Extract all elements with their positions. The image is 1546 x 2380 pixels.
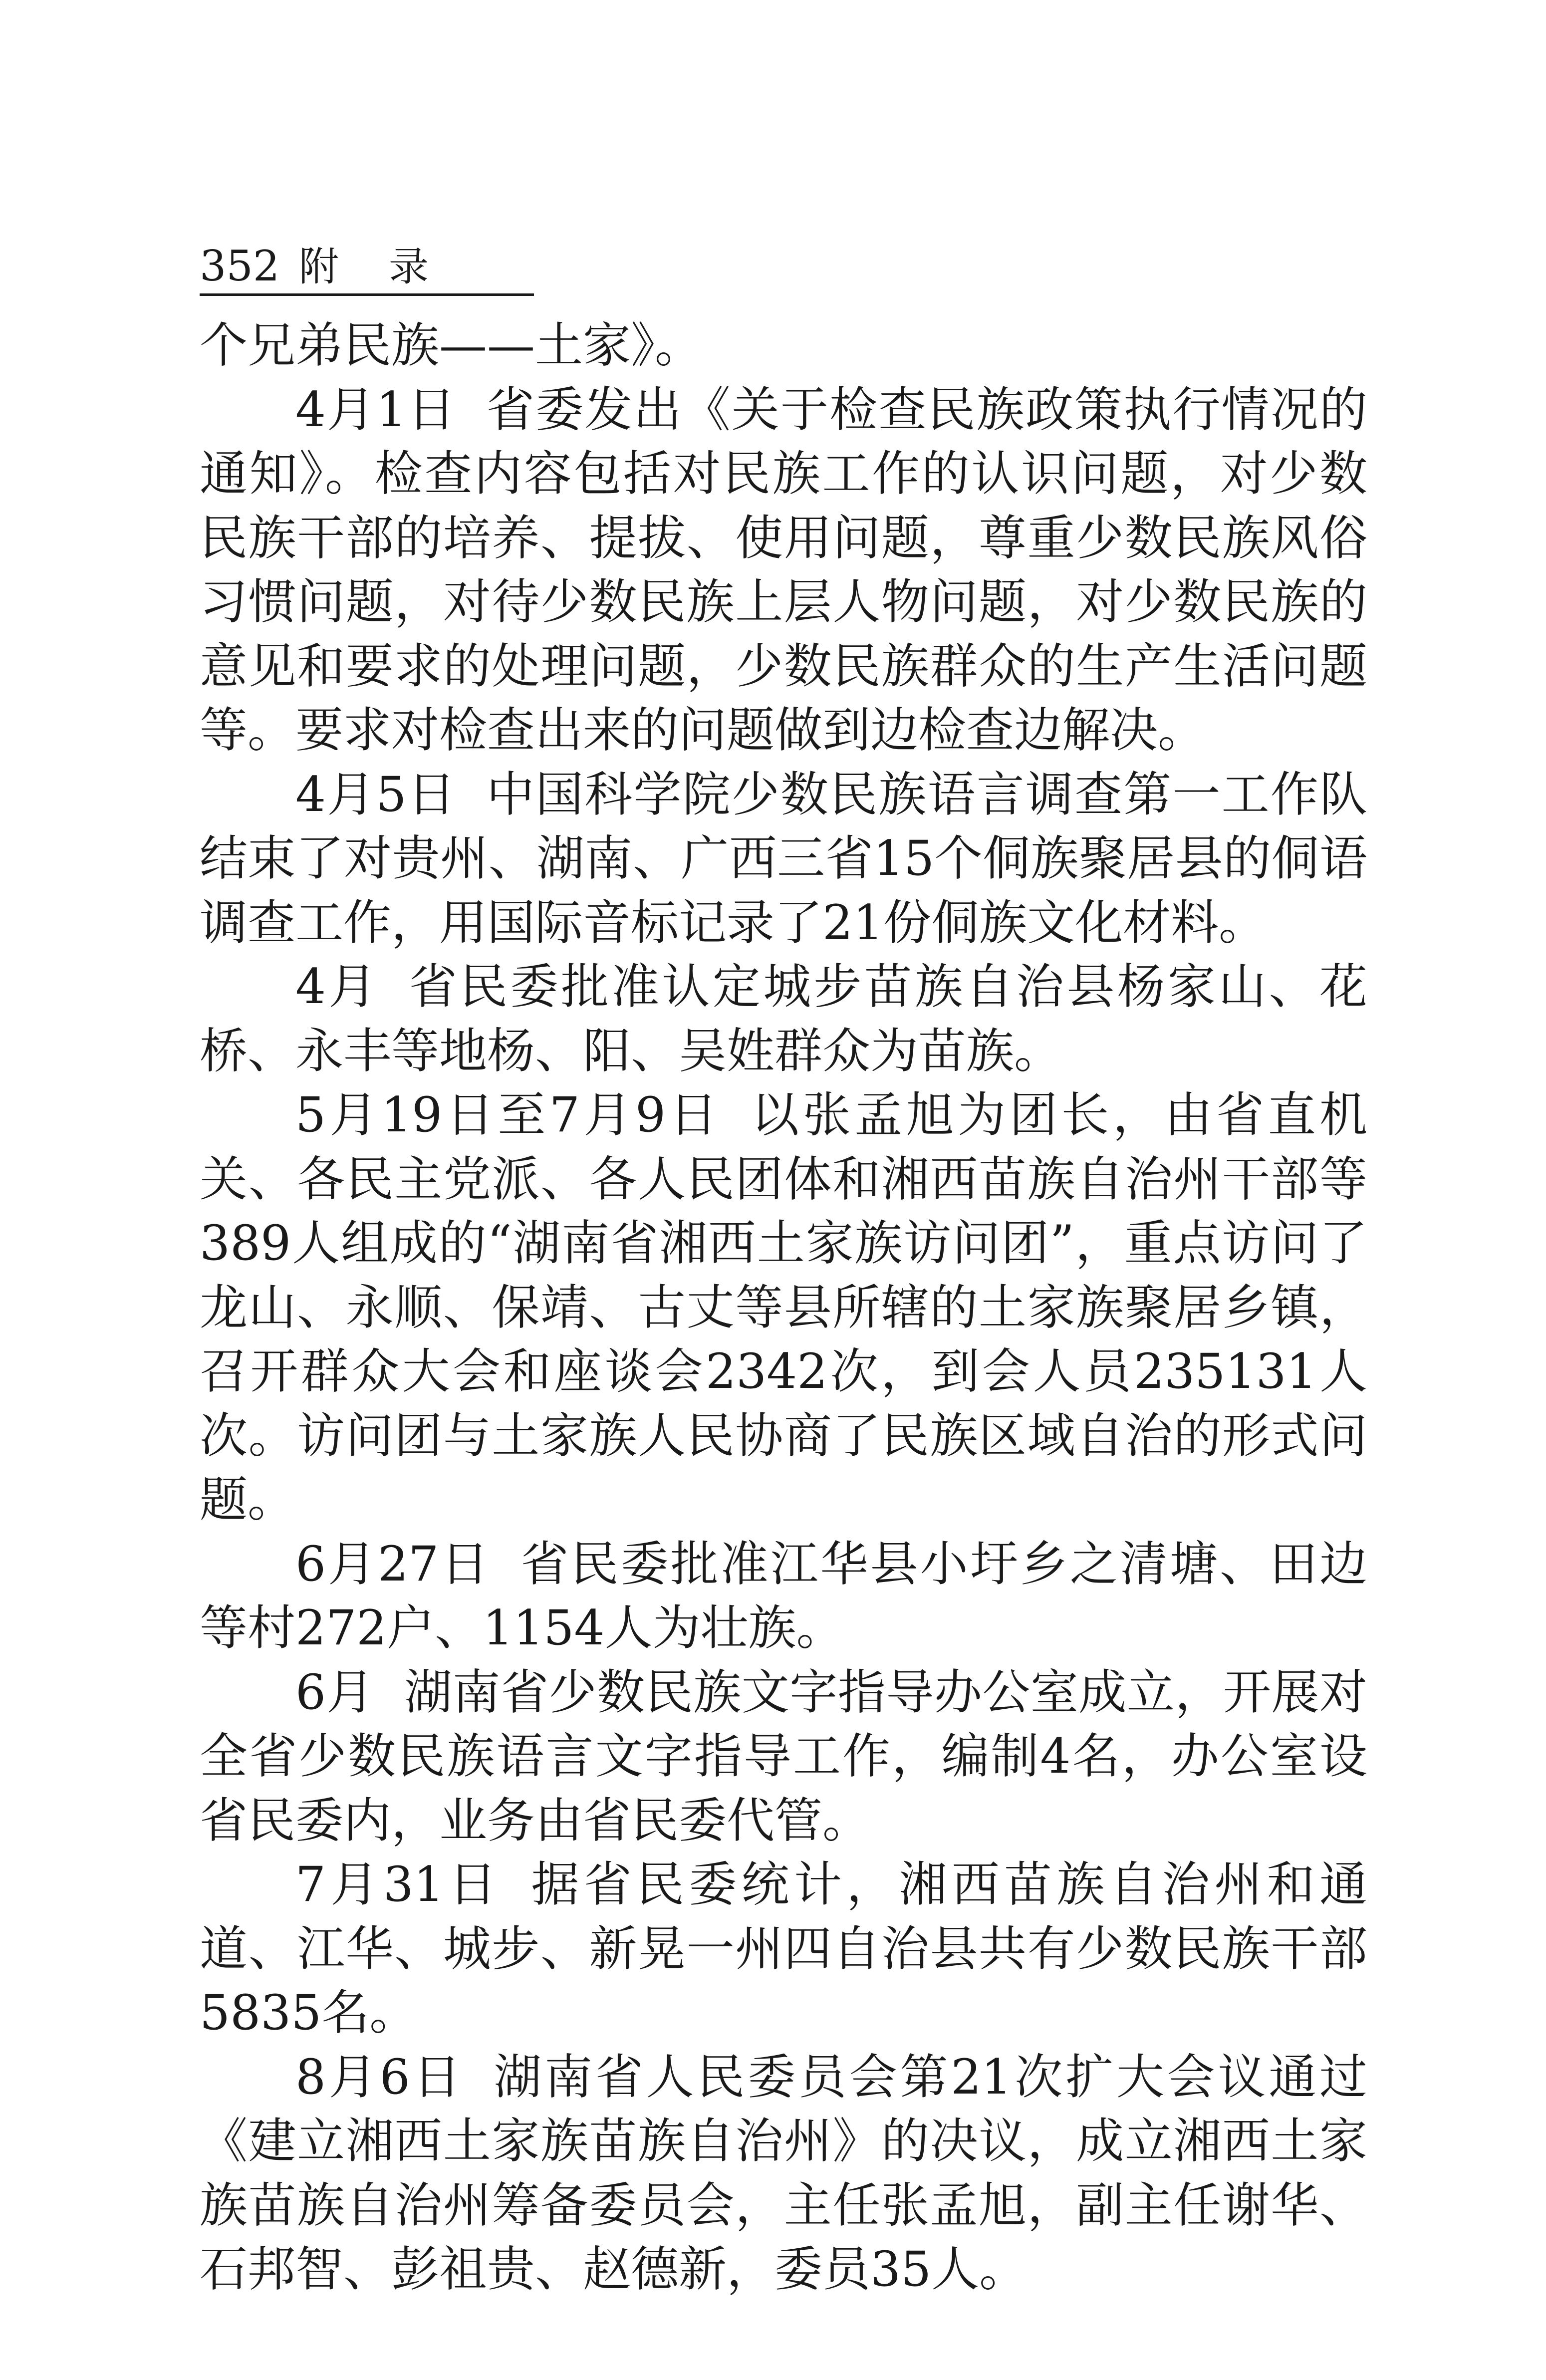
entry-date: 4月5日	[295, 766, 457, 822]
section-title: 附录	[299, 244, 479, 290]
chronicle-entry	[200, 763, 1367, 955]
chronicle-entry	[200, 2045, 1367, 2302]
entry-date: 6月27日	[295, 1536, 491, 1592]
page-number: 352	[200, 242, 280, 290]
entry-date: 4月	[295, 959, 379, 1015]
entry-text: 以张孟旭为团长，由省直机关、各民主党派、各人民团体和湘西苗族自治州干部等389人组成的“湖南省湘西土家族访问团”，重点访问了龙山、永顺、保靖、古丈等县所辖的土家族聚居乡镇，召开群众大会和座谈会2342次，到会人员235131人次。访问团与土家族人民协商了民族区域自治的形式问题。	[200, 1087, 1368, 1528]
chronicle-entry	[200, 1660, 1367, 1853]
entry-date: 6月	[295, 1664, 375, 1720]
entry-date: 7月31日	[295, 1856, 502, 1912]
chronicle-body	[200, 313, 1367, 2302]
entry-text: 中国科学院少数民族语言调查第一工作队结束了对贵州、湖南、广西三省15个侗族聚居县的侗语调查工作，用国际音标记录了21份侗族文化材料。	[200, 766, 1368, 951]
entry-text: 湖南省少数民族文字指导办公室成立，开展对全省少数民族语言文字指导工作，编制4名，办公室设省民委内，业务由省民委代管。	[200, 1664, 1368, 1849]
entry-text: 省民委批准认定城步苗族自治县杨家山、花桥、永丰等地杨、阳、吴姓群众为苗族。	[200, 959, 1368, 1079]
chronicle-entry	[200, 378, 1367, 763]
entry-text: 省委发出《关于检查民族政策执行情况的通知》。检查内容包括对民族工作的认识问题，对少数民族干部的培养、提拔、使用问题，尊重少数民族风俗习惯问题，对待少数民族上层人物问题，对少数民族的意见和要求的处理问题，少数民族群众的生产生活问题等。要求对检查出来的问题做到边检查边解决。	[200, 381, 1368, 758]
chronicle-entry	[200, 1532, 1367, 1660]
entry-text: 据省民委统计，湘西苗族自治州和通道、江华、城步、新晃一州四自治县共有少数民族干部5835名。	[200, 1856, 1368, 2041]
chronicle-entry	[200, 955, 1367, 1083]
entry-text: 省民委批准江华县小圩乡之清塘、田边等村272户、1154人为壮族。	[200, 1536, 1368, 1656]
chronicle-entry	[200, 1083, 1367, 1532]
entry-date: 4月1日	[295, 381, 457, 438]
entry-text: 湖南省人民委员会第21次扩大会议通过《建立湘西土家族苗族自治州》的决议，成立湘西土家族苗族自治州筹备委员会，主任张孟旭，副主任谢华、石邦智、彭祖贵、赵德新，委员35人。	[200, 2049, 1368, 2297]
entry-date: 5月19日至7月9日	[295, 1087, 722, 1143]
entry-date: 8月6日	[295, 2049, 464, 2105]
continuation-paragraph: 个兄弟民族——土家》。	[200, 317, 703, 373]
running-head	[200, 239, 534, 296]
chronicle-entry	[200, 1852, 1367, 2045]
